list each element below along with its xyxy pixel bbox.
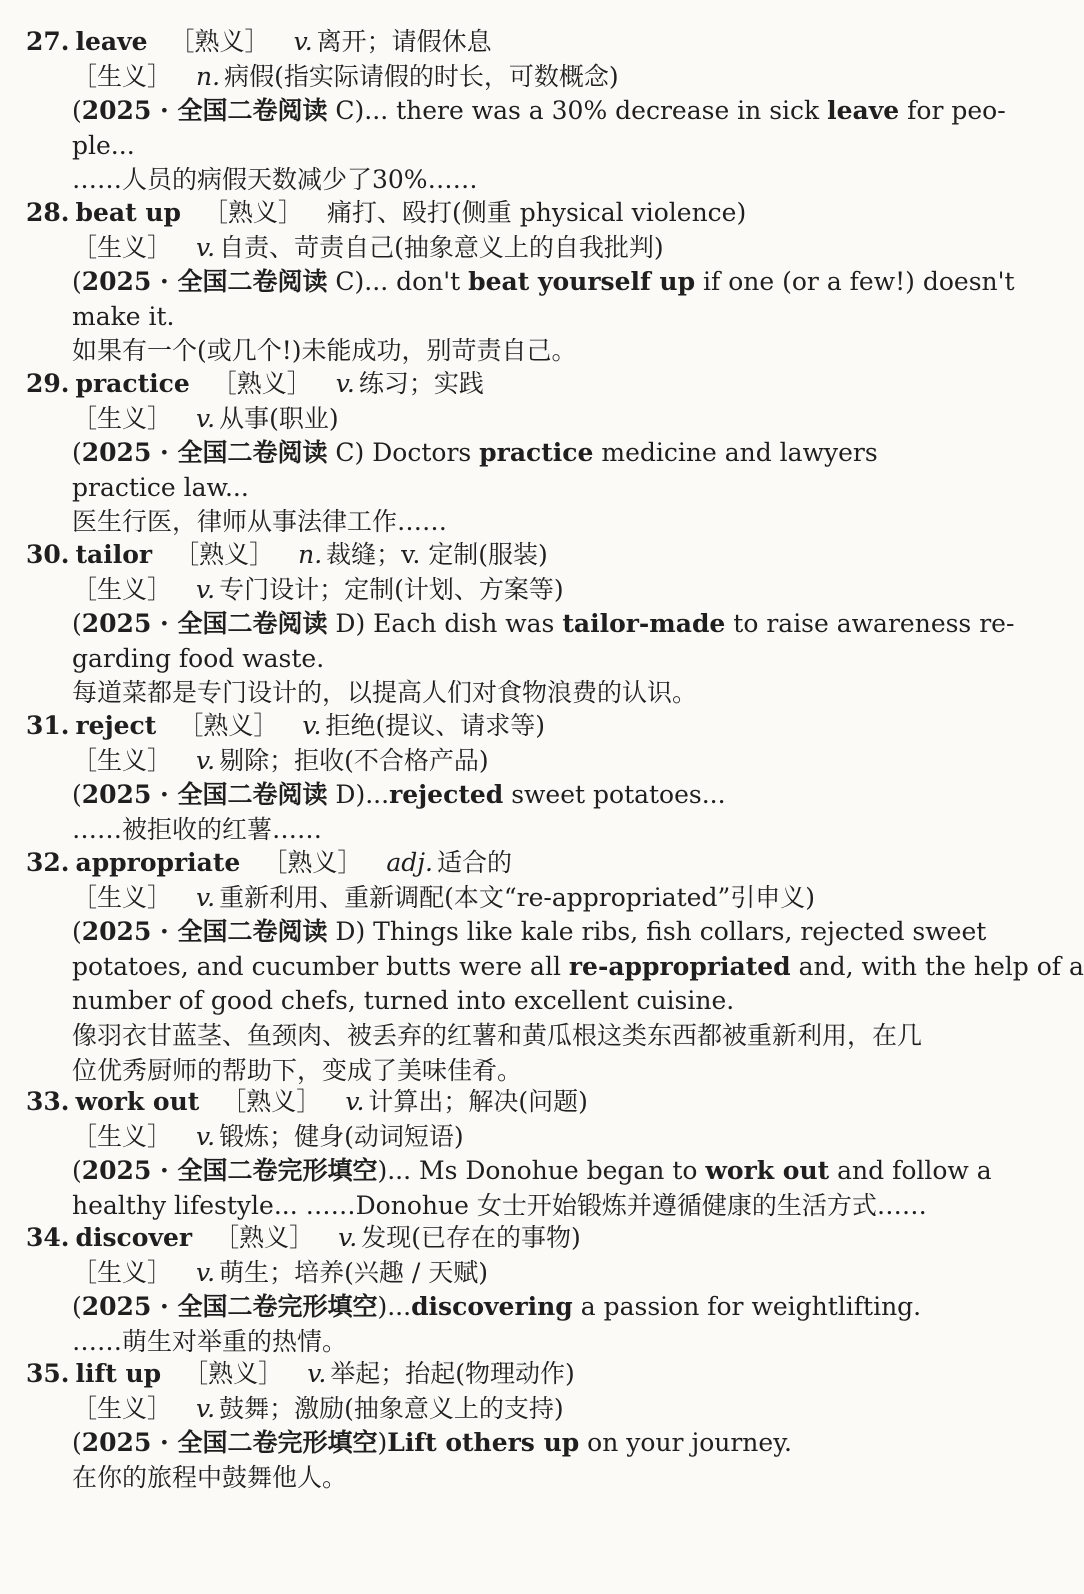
- cite-source: 2025 · 全国二卷完形填空: [81, 1428, 378, 1458]
- translation: 每道菜都是专门设计的，以提高人们对食物浪费的认识。: [72, 678, 698, 708]
- entry-32: [26, 846, 1084, 1088]
- new-meaning: 萌生；培养(兴趣 / 天赋): [219, 1257, 488, 1287]
- entry-34: [26, 1221, 1050, 1359]
- cite-source: 2025 · 全国二卷阅读: [81, 96, 328, 126]
- headword: lift up: [75, 1359, 162, 1388]
- cite-source: 2025 · 全国二卷阅读: [81, 780, 328, 810]
- familiar-tag: ［熟义］: [183, 1359, 284, 1388]
- translation: 像羽衣甘蓝茎、鱼颈肉、被丢弃的红薯和黄瓜根这类东西都被重新利用，在几: [72, 1020, 923, 1050]
- cite-text-after: medicine and lawyers: [593, 438, 878, 468]
- familiar-tag: ［熟义］: [211, 369, 312, 398]
- new-meaning: 剔除；拒收(不合格产品): [219, 745, 489, 775]
- entry-number: 29.: [26, 369, 70, 398]
- cite-text: potatoes, and cucumber butts were all: [72, 951, 569, 981]
- familiar-meaning: 拒绝(提议、请求等): [325, 711, 545, 740]
- cite-source: 2025 · 全国二卷完形填空: [81, 1292, 378, 1322]
- cite-open: (: [72, 267, 82, 297]
- cite-highlight: tailor-made: [562, 609, 726, 639]
- cite-continuation: make it.: [72, 301, 175, 331]
- new-meaning: 锻炼；健身(动词短语): [219, 1121, 464, 1151]
- entry-number: 28.: [26, 198, 70, 227]
- cite-continuation: healthy lifestyle... ……Donohue 女士开始锻炼并遵循健康的生活方式……: [72, 1190, 927, 1220]
- new-meaning: 病假(指实际请假的时长，可数概念): [224, 61, 619, 91]
- new-meaning: 重新利用、重新调配(本文“re-appropriated”引申义): [219, 882, 816, 912]
- cite-source: 2025 · 全国二卷阅读: [81, 267, 328, 297]
- cite-text-after: and, with the help of a: [790, 951, 1084, 981]
- entry-number: 31.: [26, 711, 70, 740]
- cite-source: 2025 · 全国二卷阅读: [81, 438, 328, 468]
- familiar-meaning: 计算出；解决(问题): [368, 1087, 588, 1116]
- familiar-pos: v.: [293, 27, 313, 56]
- familiar-pos: adj.: [386, 848, 433, 877]
- familiar-meaning: 适合的: [436, 848, 512, 877]
- cite-text-after: on your journey.: [579, 1428, 792, 1458]
- cite-highlight: Lift others up: [387, 1428, 580, 1458]
- entry-35: [26, 1357, 1050, 1495]
- new-pos: v.: [196, 232, 216, 262]
- entry-number: 32.: [26, 848, 70, 877]
- cite-text: C) Doctors: [327, 438, 480, 468]
- cite-text: D) Things like kale ribs, fish collars, rejected sweet: [327, 917, 987, 947]
- entry-31: [26, 709, 1050, 847]
- headword: work out: [75, 1087, 200, 1116]
- translation: 在你的旅程中鼓舞他人。: [72, 1462, 348, 1492]
- cite-continuation: ple...: [72, 130, 135, 160]
- cite-text: )... Ms Donohue began to: [377, 1156, 706, 1186]
- translation: ……人员的病假天数减少了30%……: [72, 165, 478, 195]
- cite-open: (: [72, 1156, 82, 1186]
- translation: ……萌生对举重的热情。: [72, 1326, 348, 1356]
- familiar-tag: ［熟义］: [169, 27, 270, 56]
- new-tag: ［生义］: [72, 574, 173, 604]
- familiar-meaning: 举起；抬起(物理动作): [330, 1359, 575, 1388]
- headword: leave: [75, 27, 148, 56]
- entry-number: 35.: [26, 1359, 70, 1388]
- familiar-tag: ［熟义］: [174, 540, 275, 569]
- cite-text: D) Each dish was: [327, 609, 563, 639]
- new-meaning: 鼓舞；激励(抽象意义上的支持): [219, 1393, 564, 1423]
- new-pos: n.: [196, 61, 221, 91]
- cite-text: )...: [377, 1292, 412, 1322]
- familiar-pos: v.: [307, 1359, 327, 1388]
- new-tag: ［生义］: [72, 61, 173, 91]
- new-pos: v.: [196, 403, 216, 433]
- cite-open: (: [72, 96, 82, 126]
- new-pos: v.: [196, 882, 216, 912]
- new-meaning: 从事(职业): [219, 403, 339, 433]
- new-pos: v.: [196, 1121, 216, 1151]
- cite-open: (: [72, 1428, 82, 1458]
- new-tag: ［生义］: [72, 232, 173, 262]
- cite-text: D)...: [327, 780, 390, 810]
- familiar-meaning: 裁缝；v. 定制(服装): [326, 540, 548, 569]
- new-tag: ［生义］: [72, 403, 173, 433]
- cite-highlight: discovering: [411, 1292, 573, 1322]
- familiar-pos: v.: [338, 1223, 358, 1252]
- headword: reject: [75, 711, 157, 740]
- headword: practice: [75, 369, 190, 398]
- entry-28: [26, 196, 1050, 369]
- familiar-tag: ［熟义］: [221, 1087, 322, 1116]
- cite-continuation: garding food waste.: [72, 643, 325, 673]
- entry-29: [26, 367, 1050, 540]
- entry-27: [26, 25, 1050, 198]
- cite-text-after: a passion for weightlifting.: [572, 1292, 922, 1322]
- cite-text: ): [377, 1428, 388, 1458]
- familiar-tag: ［熟义］: [262, 848, 363, 877]
- translation: 位优秀厨师的帮助下，变成了美味佳肴。: [72, 1055, 523, 1085]
- headword: beat up: [75, 198, 181, 227]
- cite-text-after: if one (or a few!) doesn't: [695, 267, 1015, 297]
- cite-text-after: for peo-: [899, 96, 1006, 126]
- cite-text: C)... don't: [327, 267, 469, 297]
- cite-text-after: and follow a: [829, 1156, 992, 1186]
- translation: 如果有一个(或几个!)未能成功，别苛责自己。: [72, 336, 577, 366]
- familiar-meaning: 离开；请假休息: [316, 27, 492, 56]
- cite-highlight: beat yourself up: [468, 267, 696, 297]
- cite-continuation: number of good chefs, turned into excellent cuisine.: [72, 986, 735, 1016]
- new-tag: ［生义］: [72, 1257, 173, 1287]
- cite-highlight: work out: [705, 1156, 830, 1186]
- familiar-pos: v.: [302, 711, 322, 740]
- cite-text-after: sweet potatoes...: [503, 780, 726, 810]
- cite-text-after: to raise awareness re-: [725, 609, 1015, 639]
- new-pos: v.: [196, 745, 216, 775]
- cite-open: (: [72, 609, 82, 639]
- new-meaning: 专门设计；定制(计划、方案等): [219, 574, 564, 604]
- new-meaning: 自责、苛责自己(抽象意义上的自我批判): [219, 232, 664, 262]
- new-pos: v.: [196, 1393, 216, 1423]
- new-tag: ［生义］: [72, 882, 173, 912]
- cite-source: 2025 · 全国二卷完形填空: [81, 1156, 378, 1186]
- cite-source: 2025 · 全国二卷阅读: [81, 609, 328, 639]
- headword: tailor: [75, 540, 153, 569]
- cite-open: (: [72, 917, 82, 947]
- new-pos: v.: [196, 574, 216, 604]
- entry-number: 33.: [26, 1087, 70, 1116]
- entry-33: [26, 1085, 1050, 1223]
- entry-number: 30.: [26, 540, 70, 569]
- headword: discover: [75, 1223, 193, 1252]
- cite-open: (: [72, 438, 82, 468]
- cite-highlight: re-appropriated: [568, 951, 791, 981]
- entry-30: [26, 538, 1050, 711]
- familiar-meaning: 发现(已存在的事物): [361, 1223, 581, 1252]
- cite-open: (: [72, 1292, 82, 1322]
- familiar-tag: ［熟义］: [203, 198, 304, 227]
- cite-continuation: practice law...: [72, 472, 249, 502]
- familiar-pos: n.: [298, 540, 323, 569]
- familiar-meaning: 练习；实践: [358, 369, 484, 398]
- familiar-meaning: 痛打、殴打(侧重 physical violence): [327, 198, 747, 227]
- new-tag: ［生义］: [72, 745, 173, 775]
- cite-open: (: [72, 780, 82, 810]
- entry-number: 27.: [26, 27, 70, 56]
- headword: appropriate: [75, 848, 241, 877]
- familiar-pos: v.: [335, 369, 355, 398]
- entry-number: 34.: [26, 1223, 70, 1252]
- translation: 医生行医，律师从事法律工作……: [72, 507, 448, 537]
- cite-highlight: rejected: [389, 780, 504, 810]
- translation: ……被拒收的红薯……: [72, 814, 323, 844]
- cite-text: C)... there was a 30% decrease in sick: [327, 96, 828, 126]
- cite-highlight: leave: [827, 96, 900, 126]
- new-tag: ［生义］: [72, 1121, 173, 1151]
- new-tag: ［生义］: [72, 1393, 173, 1423]
- familiar-tag: ［熟义］: [214, 1223, 315, 1252]
- cite-source: 2025 · 全国二卷阅读: [81, 917, 328, 947]
- familiar-tag: ［熟义］: [178, 711, 279, 740]
- new-pos: v.: [196, 1257, 216, 1287]
- cite-highlight: practice: [479, 438, 594, 468]
- familiar-pos: v.: [345, 1087, 365, 1116]
